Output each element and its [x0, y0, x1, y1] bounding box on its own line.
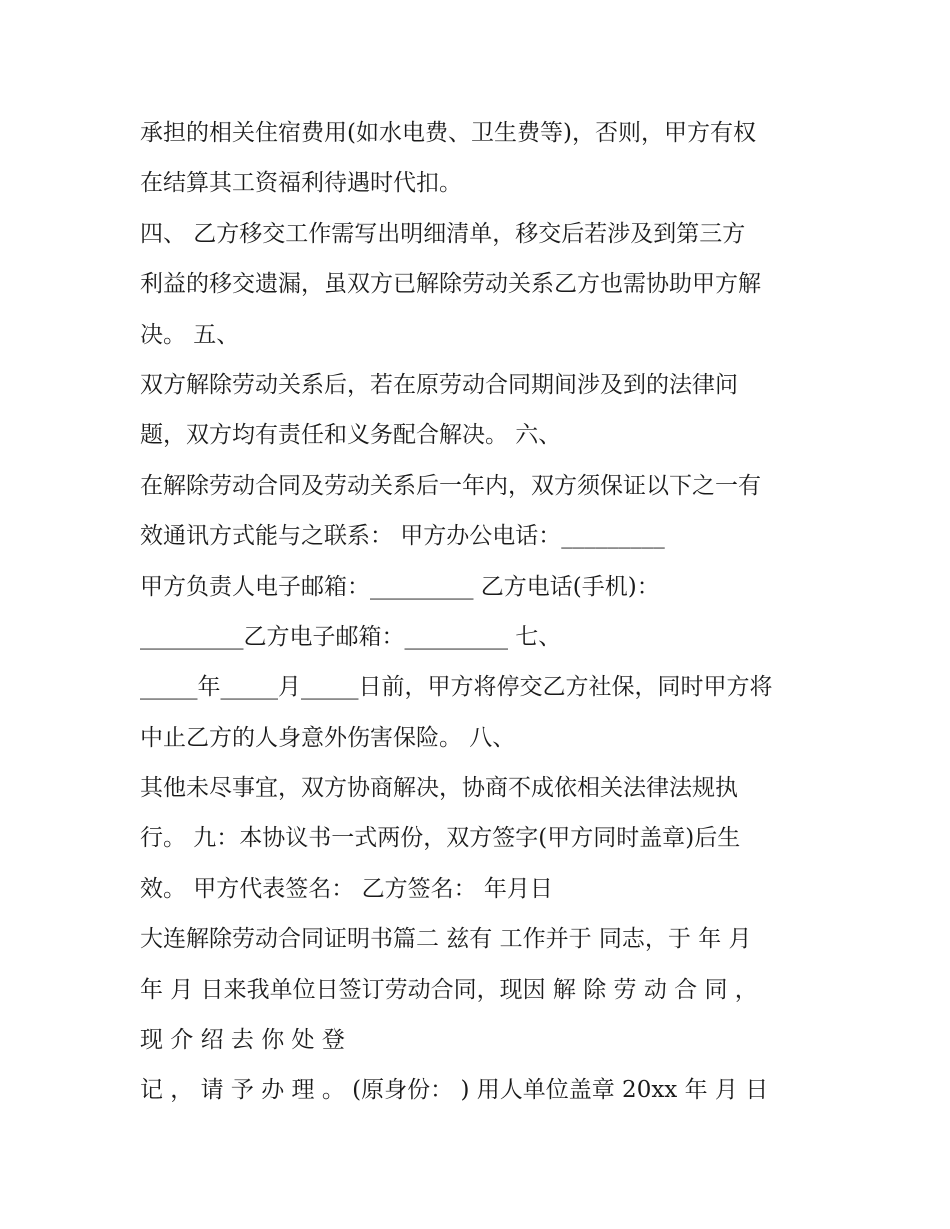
text-line-1: 承担的相关住宿费用(如水电费、卫生费等)，否则，甲方有权 — [140, 120, 756, 146]
text-line-13: 中止乙方的人身意外伤害保险。 八、 — [140, 724, 516, 751]
text-line-9: 效通讯方式能与之联系： 甲方办公电话：_________ — [140, 523, 665, 550]
text-line-18: 年 月 日来我单位日签订劳动合同，现因 解 除 劳 动 合 同 ， — [140, 976, 758, 1003]
text-line-2: 在结算其工资福利待遇时代扣。 — [140, 170, 462, 197]
text-line-17: 大连解除劳动合同证明书篇二 兹有 工作并于 同志，于 年 月 — [140, 926, 752, 953]
text-line-10: 甲方负责人电子邮箱：_________ 乙方电话(手机)： — [140, 573, 660, 600]
text-line-7: 题，双方均有责任和义务配合解决。 六、 — [140, 422, 562, 449]
text-line-19: 现 介 绍 去 你 处 登 — [140, 1027, 345, 1054]
document-body — [140, 108, 830, 1116]
text-line-14: 其他未尽事宜，双方协商解决，协商不成依相关法律法规执 — [140, 775, 738, 802]
text-line-8: 在解除劳动合同及劳动关系后一年内，双方须保证以下之一有 — [140, 472, 761, 499]
text-line-12: _____年_____月_____日前，甲方将停交乙方社保，同时甲方将 — [140, 674, 773, 701]
text-line-3: 四、 乙方移交工作需写出明细清单，移交后若涉及到第三方 — [140, 220, 746, 247]
text-line-6: 双方解除劳动关系后，若在原劳动合同期间涉及到的法律问 — [140, 371, 738, 398]
text-line-15: 行。 九：本协议书一式两份，双方签字(甲方同时盖章)后生 — [140, 825, 741, 852]
text-line-4: 利益的移交遗漏，虽双方已解除劳动关系乙方也需协助甲方解 — [140, 271, 761, 298]
text-line-16: 效。 甲方代表签名： 乙方签名： 年月日 — [140, 875, 553, 902]
text-line-5: 决。 五、 — [140, 321, 240, 348]
text-line-11: _________乙方电子邮箱：_________ 七、 — [140, 623, 562, 650]
text-line-20: 记 ， 请 予 办 理 。 (原身份： ) 用人单位盖章 20xx 年 月 日 — [140, 1077, 769, 1104]
